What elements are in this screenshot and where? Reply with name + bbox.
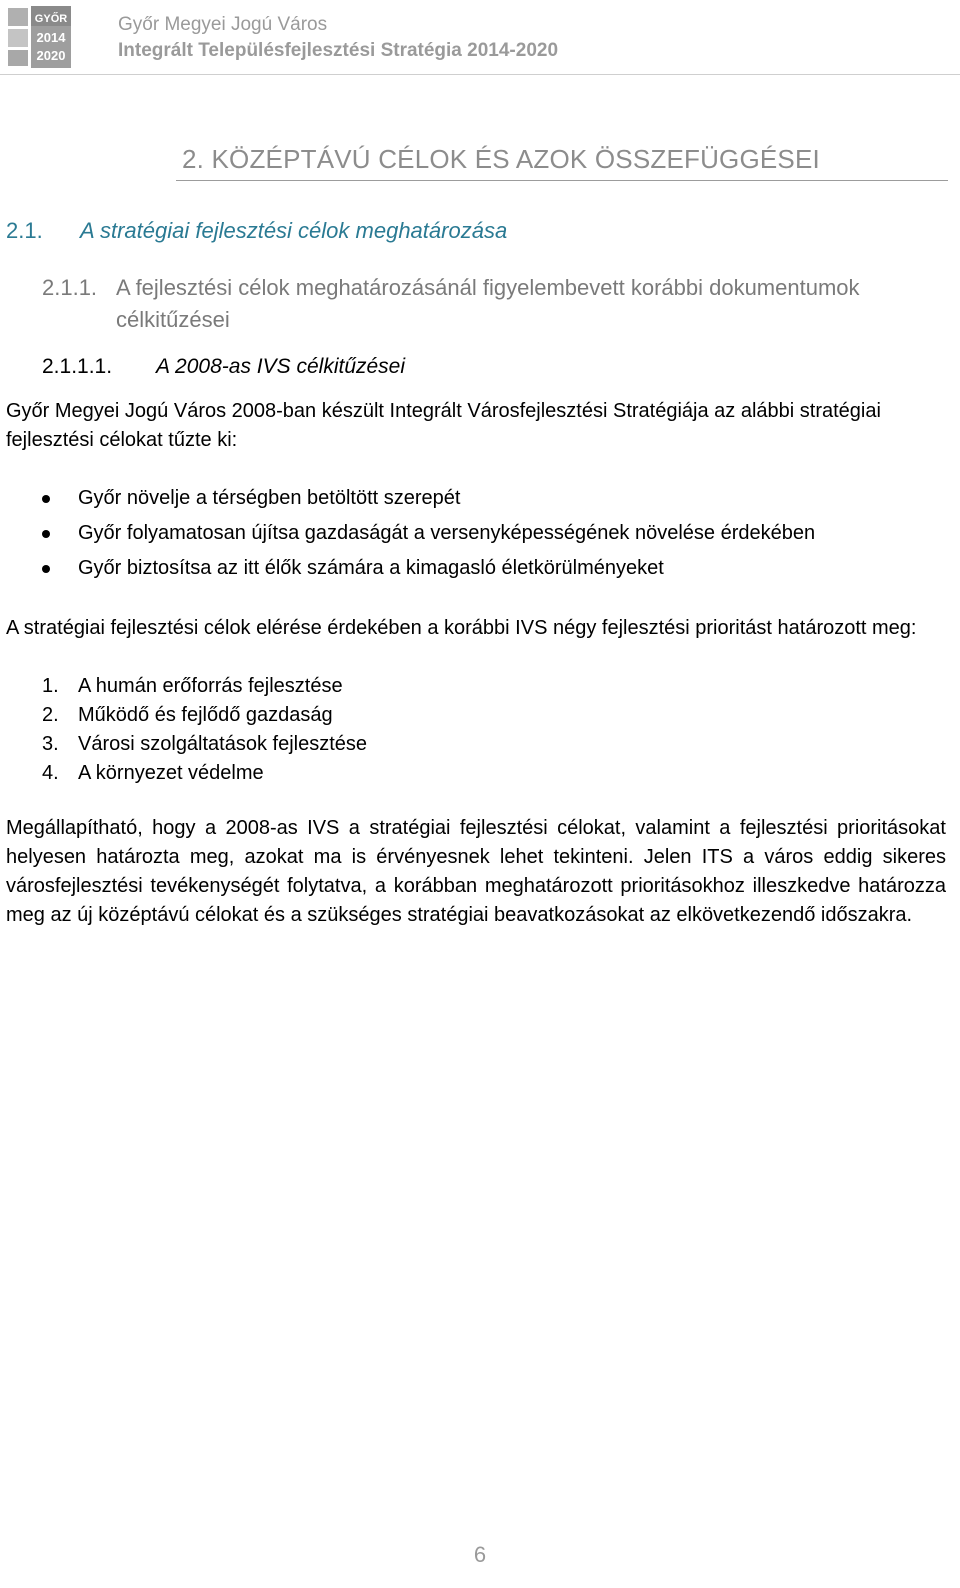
gyor-2014-2020-logo-icon [6,4,74,70]
goals-list [40,484,815,589]
intro-paragraph: Győr Megyei Jogú Város 2008-ban készült Integrált Városfejlesztési Stratégiája az alábbi stratégiai fejlesztési célokat tűzte ki: [6,400,881,451]
section-heading [6,218,507,244]
list-item: Győr növelje a térségben betöltött szerepét [40,484,815,519]
subsection-number: 2.1.1. [42,275,98,300]
section-number: 2.1. [6,218,43,243]
header-city: Győr Megyei Jogú Város [118,14,328,35]
subsubsection-number: 2.1.1.1. [42,355,113,378]
bullet-icon [42,565,50,573]
list-item: 4. A környezet védelme [42,762,264,784]
list-item: 3. Városi szolgáltatások fejlesztése [42,733,368,755]
subsubsection-heading [42,355,405,379]
list-item: Győr folyamatosan újítsa gazdaságát a versenyképességének növelése érdekében [40,519,815,554]
subsubsection-title: A 2008-as IVS célkitűzései [156,355,406,378]
svg-text:GYŐR: GYŐR [34,13,68,25]
chapter-heading-rule [176,180,948,181]
chapter-heading: 2. KÖZÉPTÁVÚ CÉLOK ÉS AZOK ÖSSZEFÜGGÉSEI [182,144,820,174]
svg-text:2020: 2020 [36,48,66,63]
page-header [0,0,960,76]
list-item: 1. A humán erőforrás fejlesztése [42,675,343,697]
header-strategy-title: Integrált Településfejlesztési Stratégia 2014-2020 [118,40,559,61]
subsection-title: A fejlesztési célok meghatározásánál figyelembevett korábbi dokumentumok célkitűzései [116,275,860,332]
list-item: 2. Működő és fejlődő gazdaság [42,704,333,726]
page-number: 6 [473,1542,487,1567]
priorities-intro: A stratégiai fejlesztési célok elérése érdekében a korábbi IVS négy fejlesztési prioritást határozott meg: [6,617,917,639]
conclusion-paragraph: Megállapítható, hogy a 2008-as IVS a stratégiai fejlesztési célokat, valamint a fejlesztési prioritásokat helyesen határozta meg, azokat ma is érvényesnek lehet tekinteni. Jelen ITS a város eddig sikeres városfejlesztési tevékenységét folytatva, a korábban meghatározott prioritásokhoz illeszkedve határozza meg az új középtávú célokat és a szükséges stratégiai beavatkozásokat az elkövetkezendő időszakra. [6,817,946,926]
list-item: Győr biztosítsa az itt élők számára a kimagasló életkörülményeket [40,554,815,589]
priorities-list [42,672,367,788]
svg-text:2014: 2014 [36,30,66,45]
header-divider [0,74,960,75]
bullet-icon [42,495,50,503]
bullet-icon [42,530,50,538]
section-title: A stratégiai fejlesztési célok meghatározása [80,218,508,243]
